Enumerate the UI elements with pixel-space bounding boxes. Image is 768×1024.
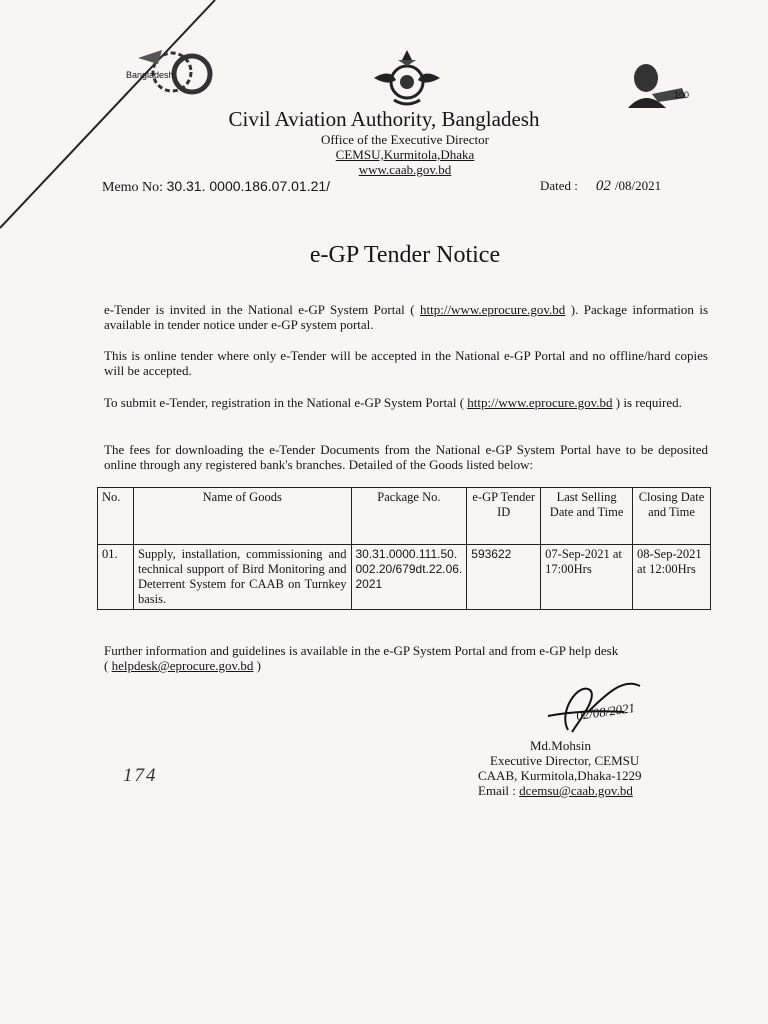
table-cell: 593622 [467, 545, 541, 610]
table-cell: 07-Sep-2021 at 17:00Hrs [541, 545, 633, 610]
logo-label: Bangladesh [126, 70, 174, 80]
table-cell: 01. [98, 545, 134, 610]
bangladesh-50-logo [118, 46, 214, 100]
paragraph-1 [104, 302, 708, 332]
table-cell: 30.31.0000.111.50.002.20/679dt.22.06.2021 [351, 545, 467, 610]
column-header: Closing Date and Time [633, 488, 711, 545]
further-info [104, 643, 708, 673]
dated-day: 02 [595, 178, 611, 194]
signatory-name: Md.Mohsin [530, 738, 592, 753]
notice-title: e-GP Tender Notice [309, 242, 501, 268]
office-address: CEMSU,Kurmitola,Dhaka [335, 147, 475, 162]
signatory-address: CAAB, Kurmitola,Dhaka-1229 [478, 768, 642, 783]
handwritten-note: 174 [123, 765, 158, 786]
column-header: No. [98, 488, 134, 545]
column-header: Last Selling Date and Time [541, 488, 633, 545]
p3-start: To submit e-Tender, registration in the National e-GP System Portal ( [104, 395, 465, 410]
helpdesk-line [104, 658, 708, 673]
helpdesk-email-link[interactable]: helpdesk@eprocure.gov.bd [111, 658, 254, 673]
eprocure-link-2[interactable]: http://www.eprocure.gov.bd [467, 395, 613, 410]
eprocure-link-1[interactable]: http://www.eprocure.gov.bd [420, 302, 566, 317]
memo-line [102, 178, 330, 196]
office-name: Office of the Executive Director [321, 132, 489, 147]
further-text: Further information and guidelines is available in the e-GP System Portal and from e-GP help desk [104, 643, 619, 658]
goods-table [97, 487, 711, 610]
paragraph-4: The fees for downloading the e-Tender Documents from the National e-GP System Portal have to be deposited online through any registered bank's branches. Detailed of the Goods listed below: [104, 442, 708, 472]
table-header-row [98, 488, 711, 545]
column-header: Name of Goods [133, 488, 351, 545]
signatory-email-link[interactable]: dcemsu@caab.gov.bd [519, 783, 633, 798]
organization-name: Civil Aviation Authority, Bangladesh [228, 107, 540, 131]
portrait-label: 100 [674, 90, 690, 100]
column-header: Package No. [351, 488, 467, 545]
table-row [98, 545, 711, 610]
paragraph-3 [104, 395, 708, 410]
memo-number: 30.31. 0000.186.07.01.21/ [166, 178, 331, 194]
paren-close: ) [256, 658, 261, 673]
p1-end: ). Package information is available in tender notice under e-GP system portal. [104, 302, 709, 332]
paren-open: ( [104, 658, 109, 673]
signatory-designation: Executive Director, CEMSU [490, 753, 640, 768]
caab-emblem-icon [372, 46, 442, 108]
website-line [0, 162, 768, 178]
dated-line [540, 178, 661, 195]
paragraph-2: This is online tender where only e-Tender will be accepted in the National e-GP Portal and no offline/hard copies will be accepted. [104, 348, 708, 378]
portrait-image [622, 58, 694, 108]
column-header: e-GP Tender ID [467, 488, 541, 545]
email-label: Email : [478, 783, 516, 798]
website-link[interactable]: www.caab.gov.bd [358, 162, 452, 177]
dated-label: Dated : [540, 178, 578, 193]
p1-start: e-Tender is invited in the National e-GP System Portal ( [104, 302, 415, 317]
signatory-email-line [478, 783, 642, 798]
memo-label: Memo No: [102, 180, 164, 195]
office-address-line [0, 147, 768, 163]
table-cell: 08-Sep-2021 at 12:00Hrs [633, 545, 711, 610]
table-cell: Supply, installation, commissioning and technical support of Bird Monitoring and Deterrent System for CAAB on Turnkey basis. [133, 545, 351, 610]
signature-date: 02/08/2021 [575, 699, 636, 724]
signature-block [478, 738, 642, 798]
p3-end: ) is required. [615, 395, 682, 410]
dated-rest: /08/2021 [614, 178, 662, 193]
